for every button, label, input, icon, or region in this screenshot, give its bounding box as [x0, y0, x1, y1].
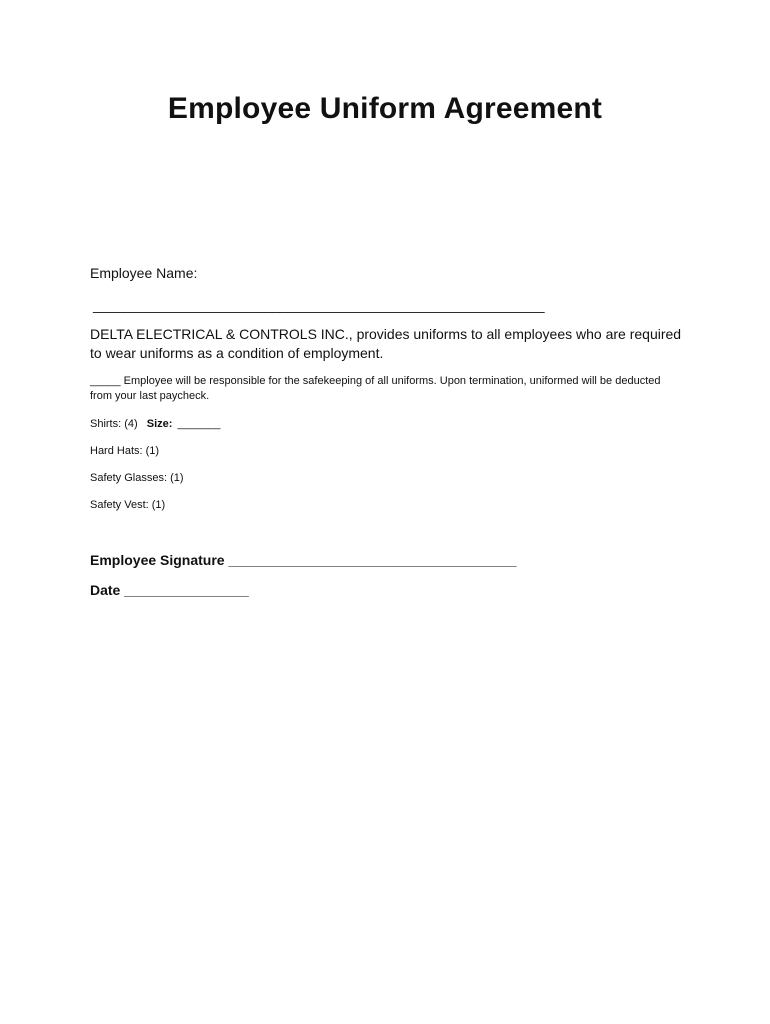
safety-glasses-item: Safety Glasses: (1) [90, 472, 184, 484]
intro-paragraph-line-2: to wear uniforms as a condition of employment. [90, 345, 384, 361]
employee-name-label: Employee Name: [90, 265, 198, 281]
safety-vest-item: Safety Vest: (1) [90, 499, 166, 511]
intro-paragraph-line-1: DELTA ELECTRICAL & CONTROLS INC., provides uniforms to all employees who are required [90, 326, 682, 342]
document-title: Employee Uniform Agreement [167, 92, 603, 125]
date-field[interactable]: Date ________________ [90, 582, 249, 598]
hard-hats-item: Hard Hats: (1) [90, 445, 160, 457]
shirts-item [90, 418, 220, 430]
shirts-label: Shirts: (4) [90, 418, 138, 430]
employee-signature-field[interactable]: Employee Signature _____________________________________ [90, 552, 517, 568]
shirts-size-field[interactable]: _______ [177, 418, 221, 430]
shirts-size-label: Size: [146, 418, 173, 430]
responsibility-line-2: from your last paycheck. [90, 390, 210, 402]
responsibility-line-1: _____ Employee will be responsible for the safekeeping of all uniforms. Upon termination, uniformed will be deducted [90, 375, 661, 387]
employee-name-field[interactable]: __________________________________________________________ [93, 297, 545, 313]
